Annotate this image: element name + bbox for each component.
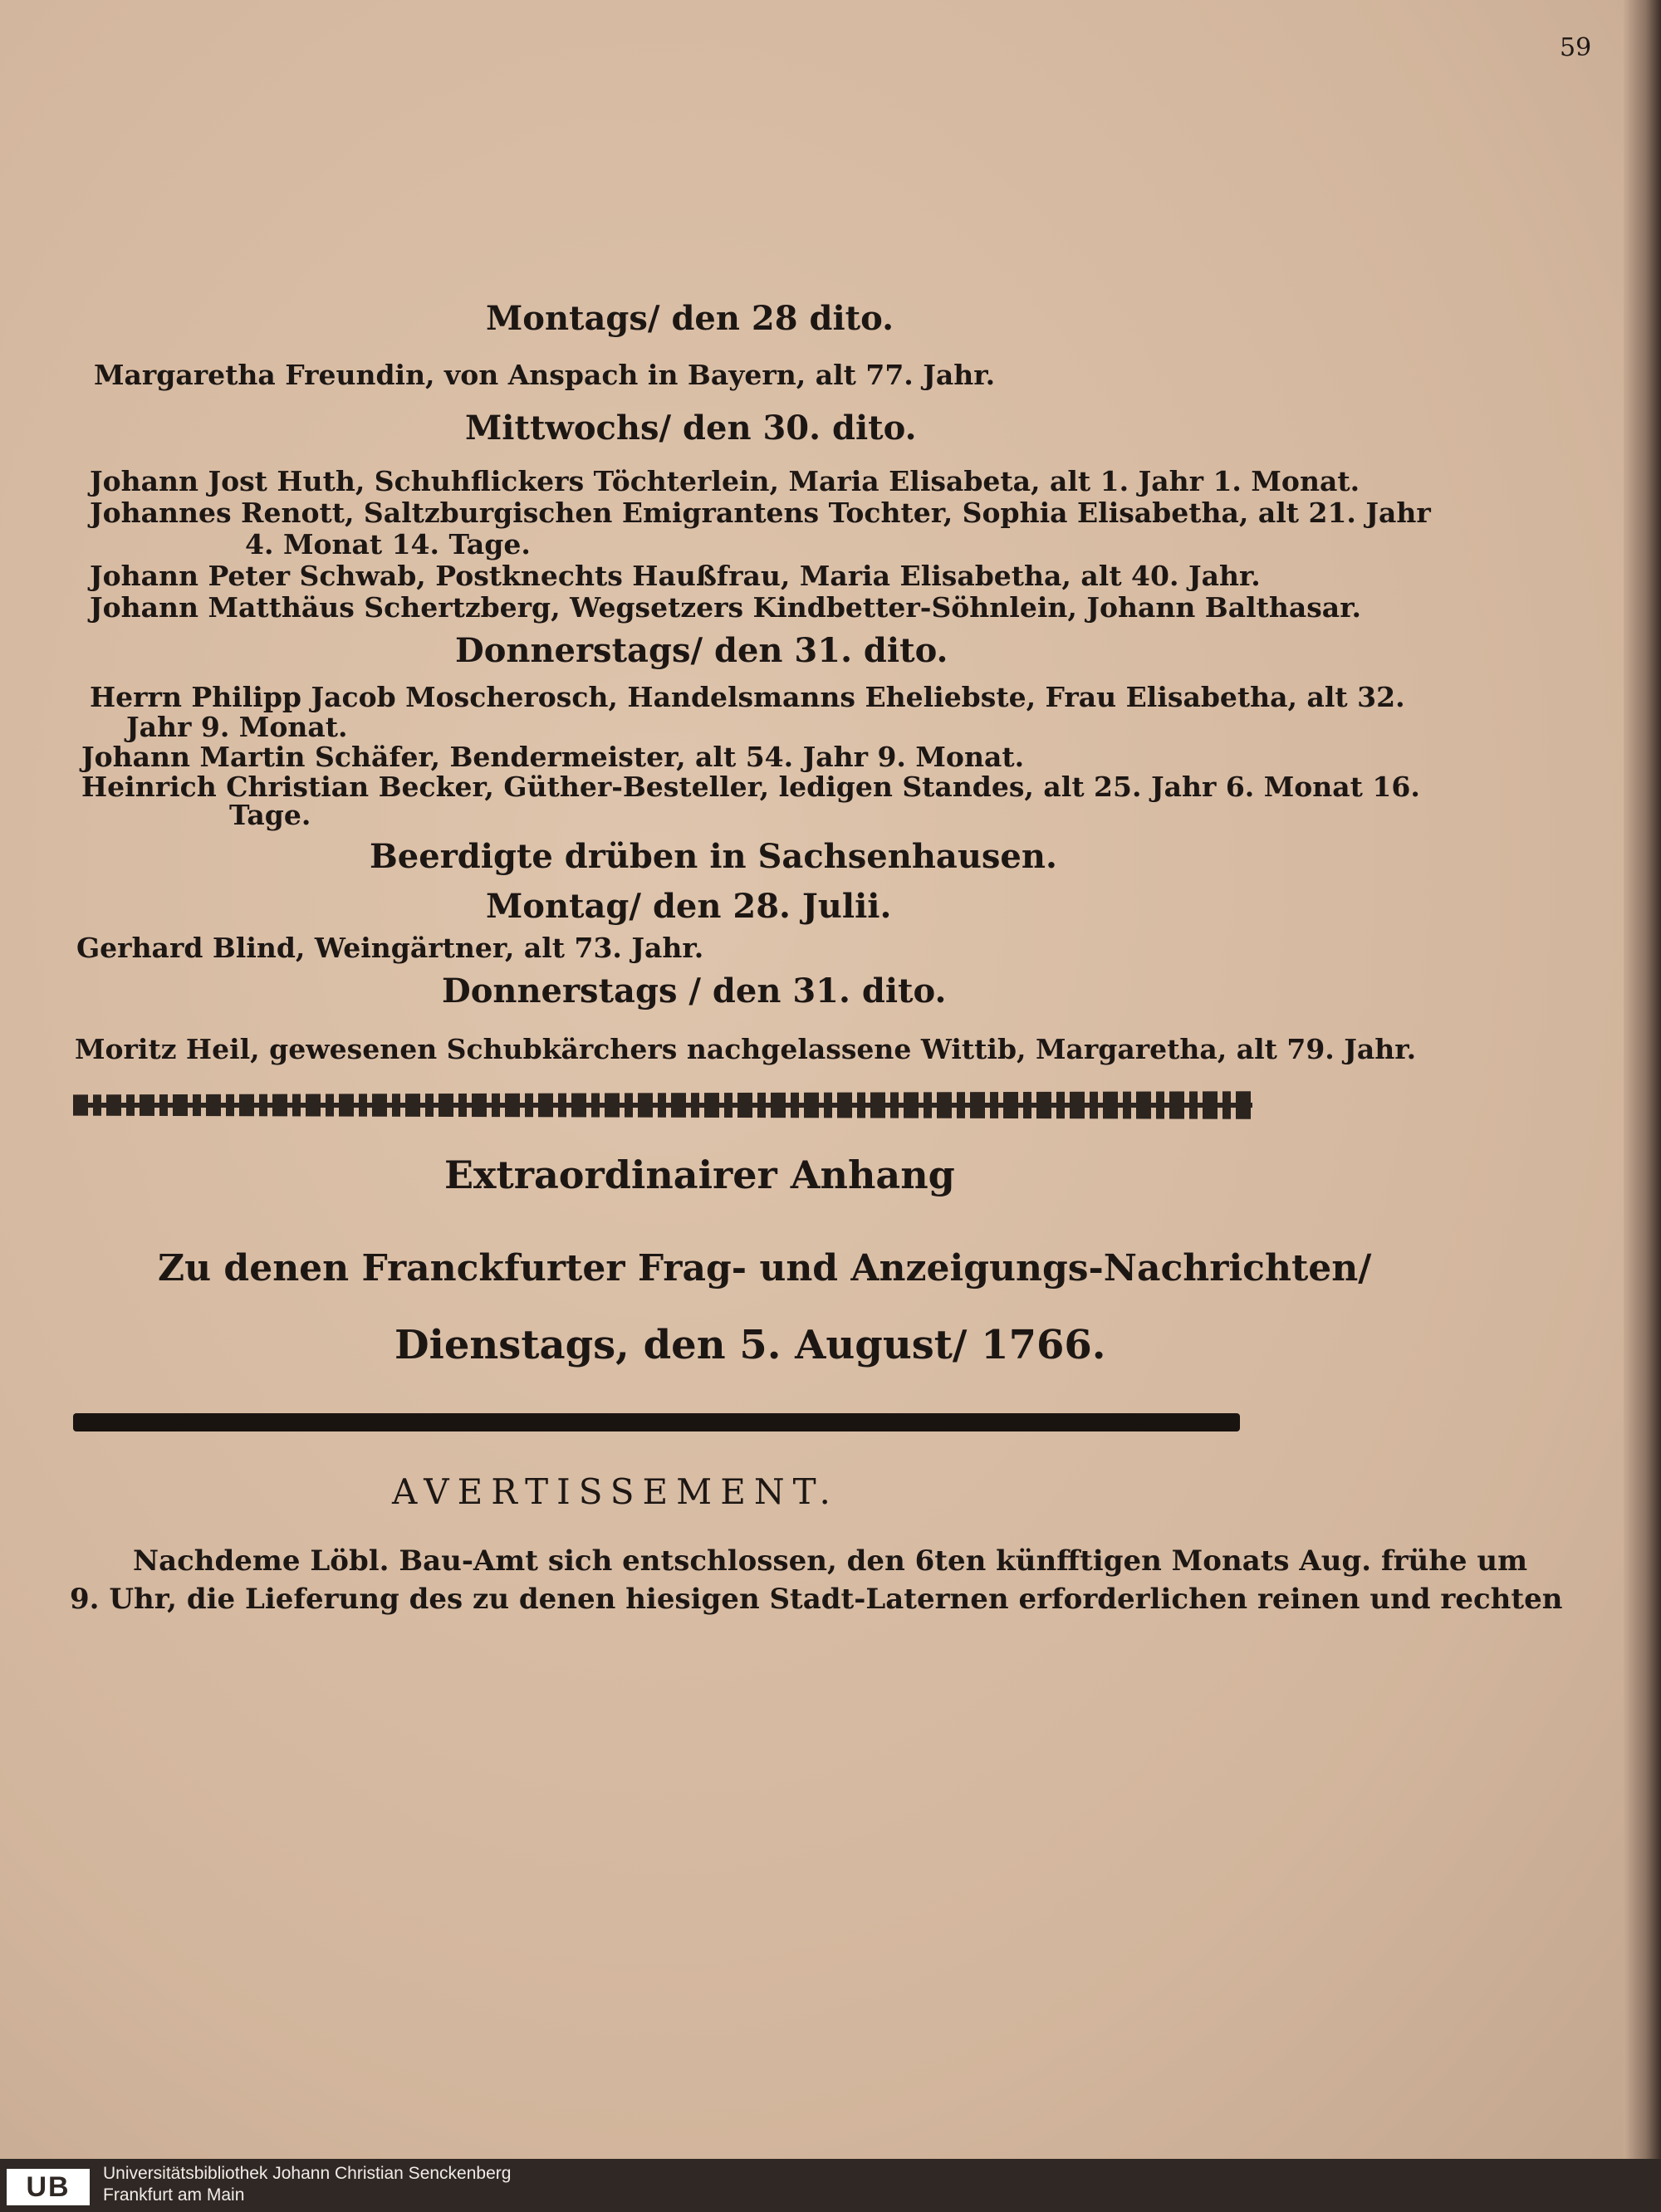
avertissement-line-1: Nachdeme Löbl. Bau-Amt sich entschlossen, den 6ten künfftigen Monats Aug. frühe um [133, 1544, 1528, 1578]
entry-gerhard-blind: Gerhard Blind, Weingärtner, alt 73. Jahr. [76, 932, 704, 964]
section-heading-sachsenhausen: Beerdigte drüben in Sachsenhausen. [370, 837, 1057, 876]
entry-heinrich-christian-becker: Heinrich Christian Becker, Güther-Besteller, ledigen Standes, alt 25. Jahr 6. Monat 16. [81, 771, 1420, 803]
entry-heinrich-christian-becker-cont: Tage. [229, 799, 311, 831]
anhang-title: Extraordinairer Anhang [444, 1152, 955, 1197]
section-heading-donnerstag-31b: Donnerstags / den 31. dito. [442, 971, 947, 1011]
thick-divider [73, 1413, 1240, 1431]
entry-johann-jost-huth: Johann Jost Huth, Schuhflickers Töchterlein, Maria Elisabeta, alt 1. Jahr 1. Monat. [90, 465, 1360, 497]
entry-johann-martin-schaefer: Johann Martin Schäfer, Bendermeister, alt 54. Jahr 9. Monat. [81, 741, 1025, 773]
page-edge-shadow [1624, 0, 1661, 2159]
section-heading-mittwoch-30: Mittwochs/ den 30. dito. [465, 409, 917, 448]
entry-johannes-renott: Johannes Renott, Saltzburgischen Emigrantens Tochter, Sophia Elisabetha, alt 21. Jahr [90, 497, 1431, 529]
anhang-subtitle: Zu denen Franckfurter Frag- und Anzeigungs-Nachrichten/ [158, 1247, 1372, 1290]
entry-johannes-renott-cont: 4. Monat 14. Tage. [245, 528, 531, 560]
entry-philipp-jacob-moscherosch-cont: Jahr 9. Monat. [126, 711, 348, 743]
entry-johann-peter-schwab: Johann Peter Schwab, Postknechts Haußfrau, Maria Elisabetha, alt 40. Jahr. [90, 560, 1261, 592]
avertissement-line-2: 9. Uhr, die Lieferung des zu denen hiesigen Stadt-Laternen erforderlichen reinen und rechten [70, 1583, 1563, 1616]
entry-moritz-heil: Moritz Heil, gewesenen Schubkärchers nachgelassene Wittib, Margaretha, alt 79. Jahr. [75, 1033, 1417, 1065]
library-city: Frankfurt am Main [103, 2185, 245, 2205]
entry-philipp-jacob-moscherosch: Herrn Philipp Jacob Moscherosch, Handelsmanns Eheliebste, Frau Elisabetha, alt 32. [90, 681, 1405, 713]
library-name: Universitätsbibliothek Johann Christian Senckenberg [103, 2164, 512, 2183]
avertissement-title: AVERTISSEMENT. [392, 1471, 839, 1512]
anhang-date: Dienstags, den 5. August/ 1766. [394, 1322, 1106, 1368]
section-heading-donnerstag-31: Donnerstags/ den 31. dito. [455, 631, 948, 670]
page-number: 59 [1560, 33, 1592, 62]
section-heading-montag-28: Montags/ den 28 dito. [486, 299, 894, 338]
section-heading-montag-28-julii: Montag/ den 28. Julii. [486, 887, 892, 926]
library-logo: UB [7, 2169, 90, 2205]
entry-margaretha-freundin: Margaretha Freundin, von Anspach in Bayern, alt 77. Jahr. [94, 359, 996, 391]
entry-johann-matthaeus-schertzberg: Johann Matthäus Schertzberg, Wegsetzers Kindbetter-Söhnlein, Johann Balthasar. [90, 591, 1362, 624]
